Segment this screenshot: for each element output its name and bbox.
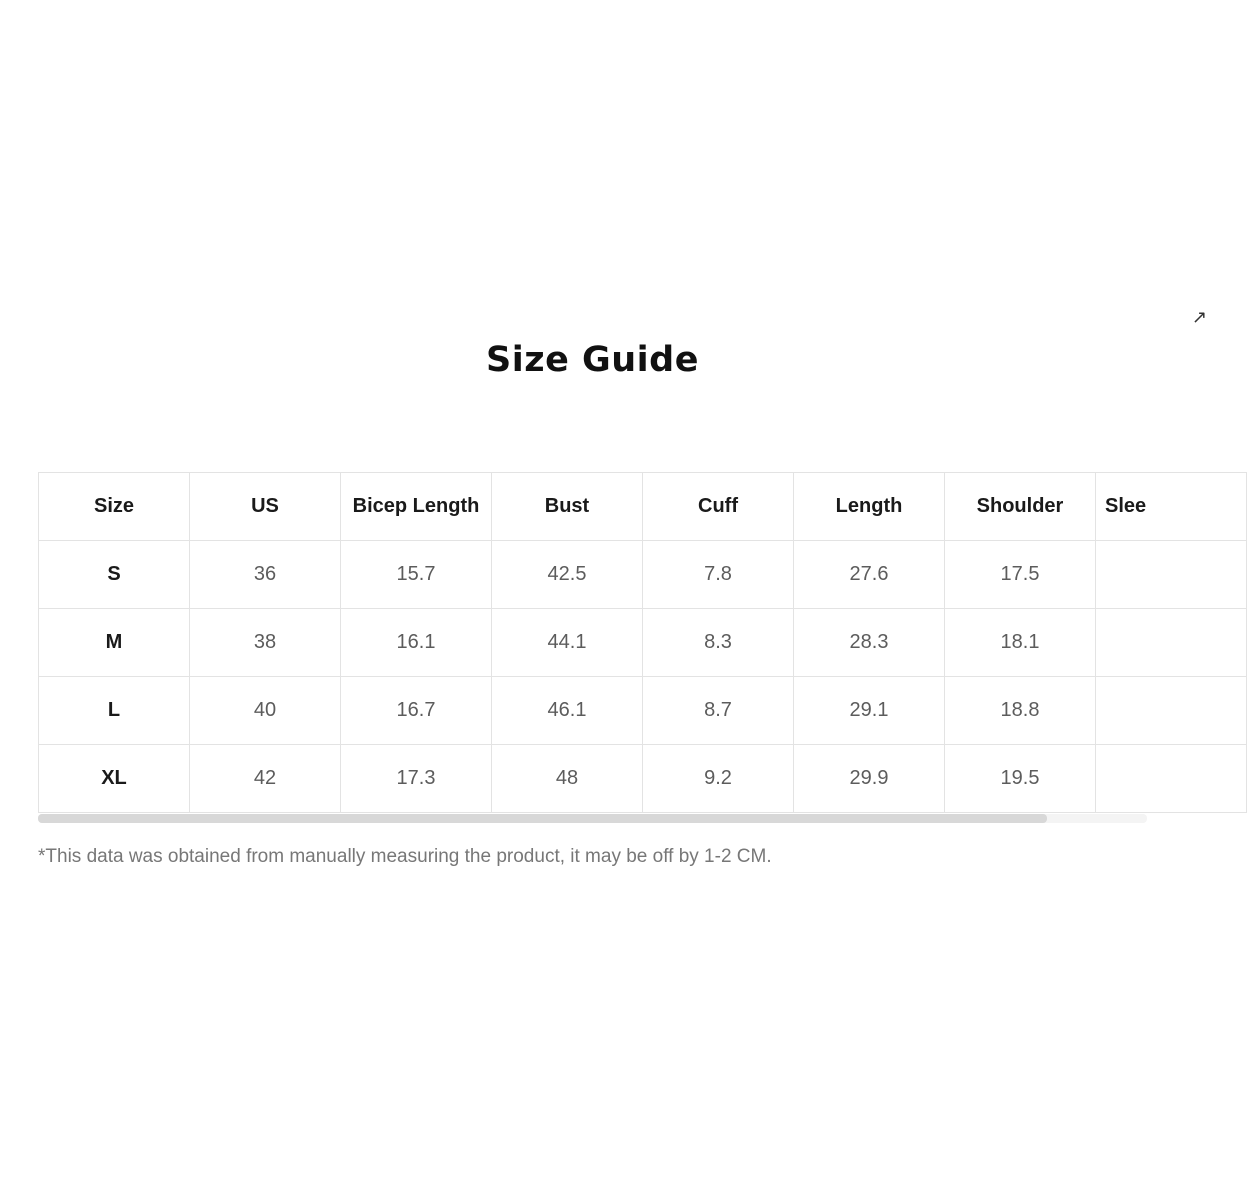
scrollbar-thumb[interactable] xyxy=(38,814,1047,823)
table-cell: 29.1 xyxy=(794,677,945,745)
table-cell: 15.7 xyxy=(341,541,492,609)
column-header-size: Size xyxy=(39,473,190,541)
table-cell: 16.1 xyxy=(341,609,492,677)
table-cell: 9.2 xyxy=(643,745,794,813)
table-cell: 46.1 xyxy=(492,677,643,745)
column-header-sleeve: Slee xyxy=(1096,473,1247,541)
table-cell: 7.8 xyxy=(643,541,794,609)
table-cell: 36 xyxy=(190,541,341,609)
table-row xyxy=(39,677,1247,745)
expand-icon[interactable]: ↗ xyxy=(1192,307,1208,328)
page-title: Size Guide xyxy=(486,340,699,380)
size-table-scroll-area[interactable] xyxy=(38,472,1147,812)
table-cell: 17.5 xyxy=(945,541,1096,609)
table-cell: 19.5 xyxy=(945,745,1096,813)
column-header-shoulder: Shoulder xyxy=(945,473,1096,541)
table-cell: 42 xyxy=(190,745,341,813)
table-cell: XL xyxy=(39,745,190,813)
table-cell xyxy=(1096,677,1247,745)
table-cell: 28.3 xyxy=(794,609,945,677)
column-header-us: US xyxy=(190,473,341,541)
table-cell: 27.6 xyxy=(794,541,945,609)
measurement-note: *This data was obtained from manually measuring the product, it may be off by 1-2 CM. xyxy=(38,846,772,867)
table-cell: 48 xyxy=(492,745,643,813)
table-cell: 8.3 xyxy=(643,609,794,677)
table-cell: S xyxy=(39,541,190,609)
table-cell xyxy=(1096,541,1247,609)
table-cell: 8.7 xyxy=(643,677,794,745)
table-cell: 29.9 xyxy=(794,745,945,813)
table-cell xyxy=(1096,745,1247,813)
table-cell: 18.8 xyxy=(945,677,1096,745)
table-cell: L xyxy=(39,677,190,745)
table-header-row xyxy=(39,473,1247,541)
column-header-cuff: Cuff xyxy=(643,473,794,541)
table-cell: M xyxy=(39,609,190,677)
table-row xyxy=(39,541,1247,609)
table-cell: 18.1 xyxy=(945,609,1096,677)
table-cell: 42.5 xyxy=(492,541,643,609)
table-cell: 16.7 xyxy=(341,677,492,745)
table-cell: 40 xyxy=(190,677,341,745)
table-cell: 44.1 xyxy=(492,609,643,677)
table-cell xyxy=(1096,609,1247,677)
table-cell: 38 xyxy=(190,609,341,677)
horizontal-scrollbar[interactable] xyxy=(38,814,1147,823)
table-cell: 17.3 xyxy=(341,745,492,813)
table-row xyxy=(39,745,1247,813)
table-row xyxy=(39,609,1247,677)
column-header-length: Length xyxy=(794,473,945,541)
column-header-bicep-length: Bicep Length xyxy=(341,473,492,541)
size-table xyxy=(38,472,1247,813)
column-header-bust: Bust xyxy=(492,473,643,541)
